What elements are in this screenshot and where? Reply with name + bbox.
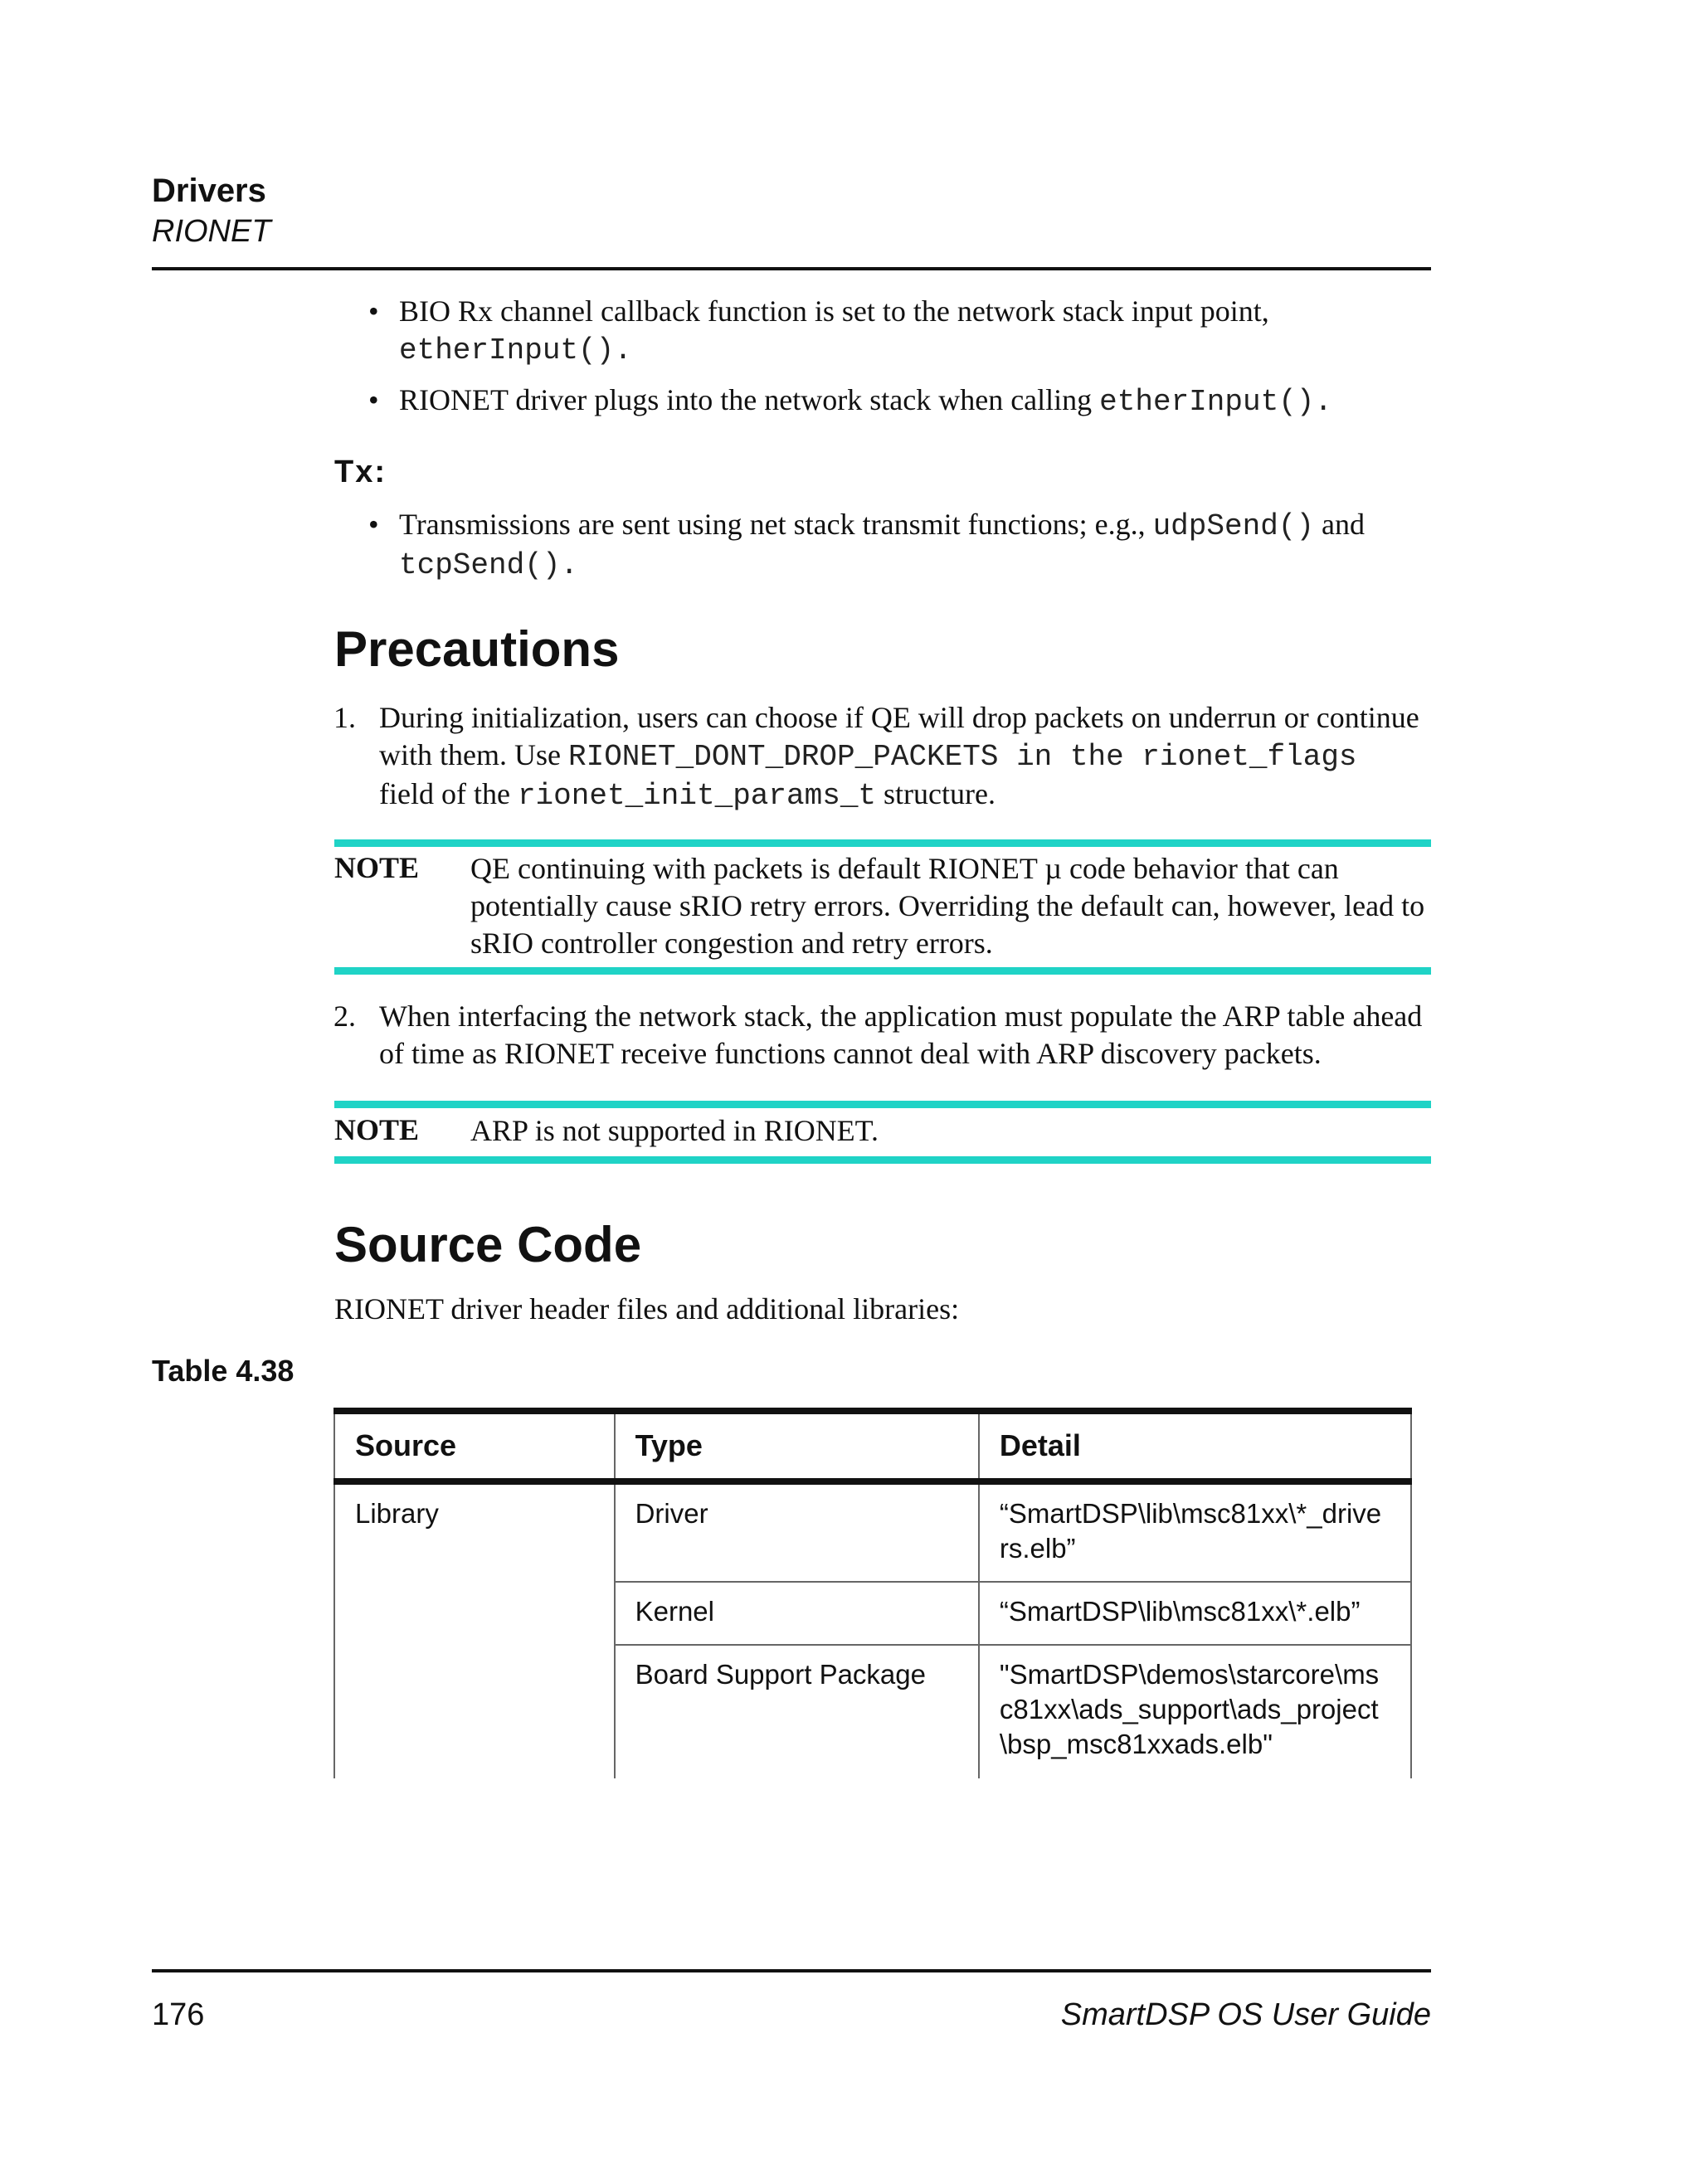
cell-type: Driver bbox=[615, 1481, 979, 1582]
source-table bbox=[333, 1408, 1412, 1778]
code-inline: etherInput(). bbox=[399, 333, 632, 367]
item-text: When interfacing the network stack, the application must populate the ARP table ahead of time as RIONET receive functions cannot deal with ARP discovery packets. bbox=[379, 1000, 1423, 1070]
precautions-heading: Precautions bbox=[334, 621, 620, 677]
cell-detail: "SmartDSP\demos\starcore\msc81xx\ads_support\ads_project\bsp_msc81xxads.elb" bbox=[979, 1645, 1411, 1778]
subsection-title: RIONET bbox=[152, 214, 271, 249]
source-code-intro: RIONET driver header files and additional libraries: bbox=[334, 1292, 960, 1325]
item-text: field of the bbox=[379, 777, 518, 810]
code-inline: udpSend() bbox=[1152, 509, 1315, 543]
table-header-row bbox=[334, 1411, 1411, 1481]
footer-rule bbox=[152, 1969, 1431, 1972]
item-number: 2. bbox=[333, 1000, 356, 1033]
table-label: Table 4.38 bbox=[152, 1354, 295, 1388]
bullet-text: RIONET driver plugs into the network stack when calling bbox=[399, 383, 1100, 416]
bullet-text: BIO Rx channel callback function is set to the network stack input point, bbox=[399, 294, 1269, 328]
note-top-bar bbox=[334, 839, 1431, 847]
code-inline: tcpSend(). bbox=[399, 548, 579, 582]
item-text: structure. bbox=[876, 777, 996, 810]
note-bottom-bar bbox=[334, 1156, 1431, 1164]
list-item bbox=[368, 293, 1447, 369]
list-item bbox=[368, 382, 1447, 421]
cell-source: Library bbox=[334, 1481, 615, 1778]
code-inline: etherInput(). bbox=[1099, 385, 1333, 419]
code-inline: rionet_init_params_t bbox=[517, 779, 877, 813]
column-header-type: Type bbox=[615, 1411, 979, 1481]
bullet-text: and bbox=[1314, 508, 1365, 541]
header-rule bbox=[152, 267, 1431, 270]
note-label: NOTE bbox=[334, 1113, 420, 1146]
item-text: During initialization, users can choose if QE will drop packets on underrun or continue with them. Use bbox=[379, 701, 1419, 771]
tx-heading: Tx: bbox=[334, 455, 387, 489]
page-number: 176 bbox=[152, 1997, 205, 2032]
note-bottom-bar bbox=[334, 967, 1431, 975]
cell-detail: “SmartDSP\lib\msc81xx\*_drivers.elb” bbox=[979, 1481, 1411, 1582]
note-label: NOTE bbox=[334, 851, 420, 884]
note-text: ARP is not supported in RIONET. bbox=[470, 1114, 879, 1147]
note-text: QE continuing with packets is default RIONET µ code behavior that can potentially cause sRIO retry errors. Overriding the default can, however, lead to sRIO controller congestion and retry errors. bbox=[470, 852, 1425, 960]
table-row bbox=[334, 1481, 1411, 1582]
section-title: Drivers bbox=[152, 173, 266, 209]
bullet-icon: • bbox=[368, 508, 379, 541]
list-item bbox=[333, 998, 1437, 1073]
list-item bbox=[368, 506, 1447, 584]
bullet-icon: • bbox=[368, 383, 379, 416]
bullet-text: Transmissions are sent using net stack transmit functions; e.g., bbox=[399, 508, 1153, 541]
note-top-bar bbox=[334, 1101, 1431, 1108]
cell-type: Board Support Package bbox=[615, 1645, 979, 1778]
document-title: SmartDSP OS User Guide bbox=[1060, 1997, 1431, 2032]
cell-detail: “SmartDSP\lib\msc81xx\*.elb” bbox=[979, 1582, 1411, 1645]
column-header-detail: Detail bbox=[979, 1411, 1411, 1481]
column-header-source: Source bbox=[334, 1411, 615, 1481]
source-code-heading: Source Code bbox=[334, 1217, 642, 1272]
item-number: 1. bbox=[333, 701, 356, 734]
bullet-icon: • bbox=[368, 294, 379, 328]
code-inline: RIONET_DONT_DROP_PACKETS in the rionet_flags bbox=[567, 740, 1357, 774]
cell-type: Kernel bbox=[615, 1582, 979, 1645]
list-item bbox=[333, 699, 1437, 815]
